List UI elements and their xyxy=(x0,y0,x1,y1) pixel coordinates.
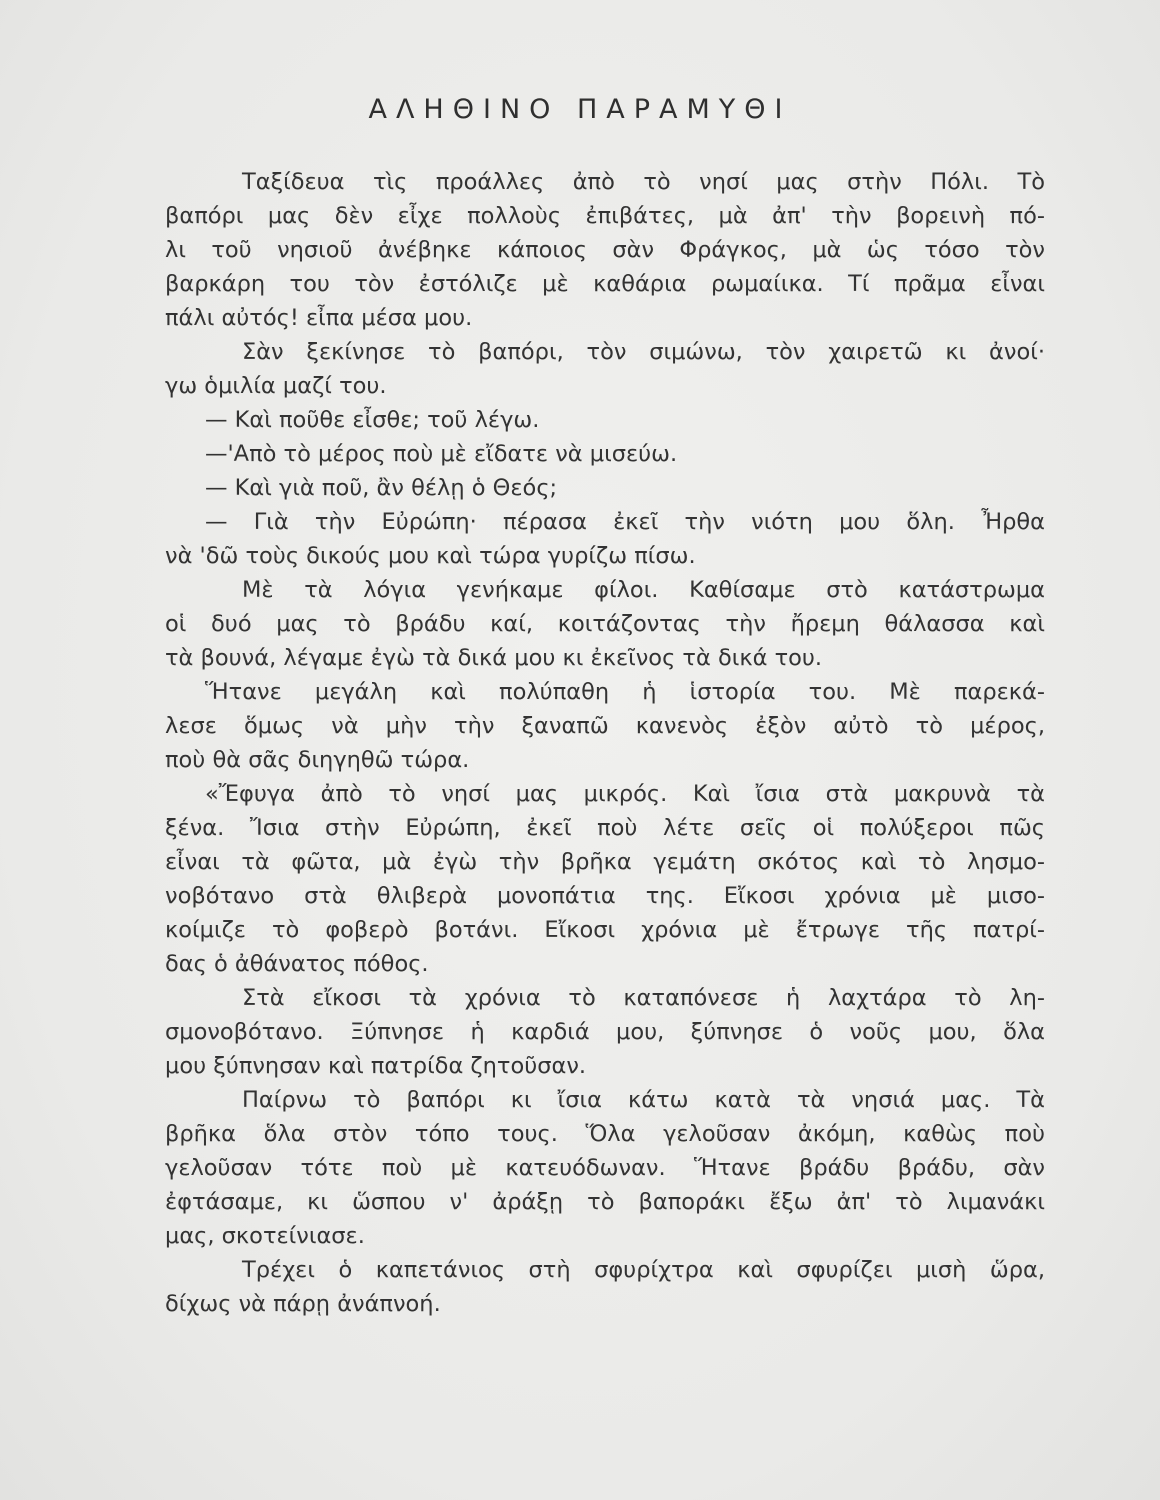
text-line: σμονοβότανο. Ξύπνησε ἡ καρδιά μου, ξύπνησε ὁ νοῦς μου, ὅλα xyxy=(165,1019,1045,1045)
text-line: ἐφτάσαμε, κι ὥσπου ν' ἀράξῃ τὸ βαποράκι ἔξω ἀπ' τὸ λιμανάκι xyxy=(165,1189,1045,1215)
dialogue-line: — Γιὰ τὴν Εὐρώπη· πέρασα ἐκεῖ τὴν νιότη μου ὅλη. Ἦρθα xyxy=(205,509,1045,535)
text-line: Ἥτανε μεγάλη καὶ πολύπαθη ἡ ἱστορία του. Μὲ παρεκά- xyxy=(205,679,1045,705)
text-line: Μὲ τὰ λόγια γενήκαμε φίλοι. Καθίσαμε στὸ κατάστρωμα xyxy=(242,577,1045,603)
text-line: μου ξύπνησαν καὶ πατρίδα ζητοῦσαν. xyxy=(165,1053,587,1079)
text-line: Τρέχει ὁ καπετάνιος στὴ σφυρίχτρα καὶ σφυρίζει μισὴ ὥρα, xyxy=(242,1257,1045,1283)
story-text xyxy=(165,165,1045,1321)
text-line: λι τοῦ νησιοῦ ἀνέβηκε κάποιος σὰν Φράγκος, μὰ ὡς τόσο τὸν xyxy=(165,237,1045,263)
dialogue-line: — Καὶ γιὰ ποῦ, ἂν θέλῃ ὁ Θεός; xyxy=(205,475,558,501)
text-line: Παίρνω τὸ βαπόρι κι ἴσια κάτω κατὰ τὰ νησιά μας. Τὰ xyxy=(242,1087,1045,1113)
text-line: Σὰν ξεκίνησε τὸ βαπόρι, τὸν σιμώνω, τὸν χαιρετῶ κι ἀνοί· xyxy=(242,339,1045,365)
text-line: Ταξίδευα τὶς προάλλες ἀπὸ τὸ νησί μας στὴν Πόλι. Τὸ xyxy=(242,169,1045,195)
text-line: κοίμιζε τὸ φοβερὸ βοτάνι. Εἴκοσι χρόνια μὲ ἔτρωγε τῆς πατρί- xyxy=(165,917,1045,943)
dialogue-line: —'Απὸ τὸ μέρος ποὺ μὲ εἴδατε νὰ μισεύω. xyxy=(205,441,678,467)
text-line: λεσε ὅμως νὰ μὴν τὴν ξαναπῶ κανενὸς ἐξὸν αὐτὸ τὸ μέρος, xyxy=(165,713,1045,739)
chapter-title: ΑΛΗΘΙΝΟ ΠΑΡΑΜΥΘΙ xyxy=(368,94,792,125)
text-line: βαπόρι μας δὲν εἶχε πολλοὺς ἐπιβάτες, μὰ ἀπ' τὴν βορεινὴ πό- xyxy=(165,203,1045,229)
text-line: Στὰ εἴκοσι τὰ χρόνια τὸ καταπόνεσε ἡ λαχτάρα τὸ λη- xyxy=(242,985,1045,1011)
text-line: βαρκάρη του τὸν ἐστόλιζε μὲ καθάρια ρωμαίικα. Τί πρᾶμα εἶναι xyxy=(165,271,1045,297)
text-line: νοβότανο στὰ θλιβερὰ μονοπάτια της. Εἴκοσι χρόνια μὲ μισο- xyxy=(165,883,1045,909)
text-line: νὰ 'δῶ τοὺς δικούς μου καὶ τώρα γυρίζω πίσω. xyxy=(165,543,696,569)
text-line: ξένα. Ἴσια στὴν Εὐρώπη, ἐκεῖ ποὺ λέτε σεῖς οἱ πολύξεροι πῶς xyxy=(165,815,1045,841)
text-line: ποὺ θὰ σᾶς διηγηθῶ τώρα. xyxy=(165,747,470,773)
text-line: οἱ δυό μας τὸ βράδυ καί, κοιτάζοντας τὴν ἤρεμη θάλασσα καὶ xyxy=(165,611,1045,637)
text-line: γελοῦσαν τότε ποὺ μὲ κατευόδωναν. Ἥτανε βράδυ βράδυ, σὰν xyxy=(165,1155,1045,1181)
text-line: γω ὁμιλία μαζί του. xyxy=(165,373,387,399)
text-line: δας ὁ ἀθάνατος πόθος. xyxy=(165,951,429,977)
dialogue-line: — Καὶ ποῦθε εἶσθε; τοῦ λέγω. xyxy=(205,407,540,433)
text-line: βρῆκα ὅλα στὸν τόπο τους. Ὅλα γελοῦσαν ἀκόμη, καθὼς ποὺ xyxy=(165,1121,1045,1147)
text-line: τὰ βουνά, λέγαμε ἐγὼ τὰ δικά μου κι ἐκεῖνος τὰ δικά του. xyxy=(165,645,823,671)
text-line: δίχως νὰ πάρῃ ἀνάπνοή. xyxy=(165,1291,441,1317)
text-line: μας, σκοτείνιασε. xyxy=(165,1223,365,1249)
text-line: «Ἔφυγα ἀπὸ τὸ νησί μας μικρός. Καὶ ἴσια στὰ μακρυνὰ τὰ xyxy=(205,781,1045,807)
text-line: εἶναι τὰ φῶτα, μὰ ἐγὼ τὴν βρῆκα γεμάτη σκότος καὶ τὸ λησμο- xyxy=(165,849,1045,875)
text-line: πάλι αὐτός! εἶπα μέσα μου. xyxy=(165,305,473,331)
